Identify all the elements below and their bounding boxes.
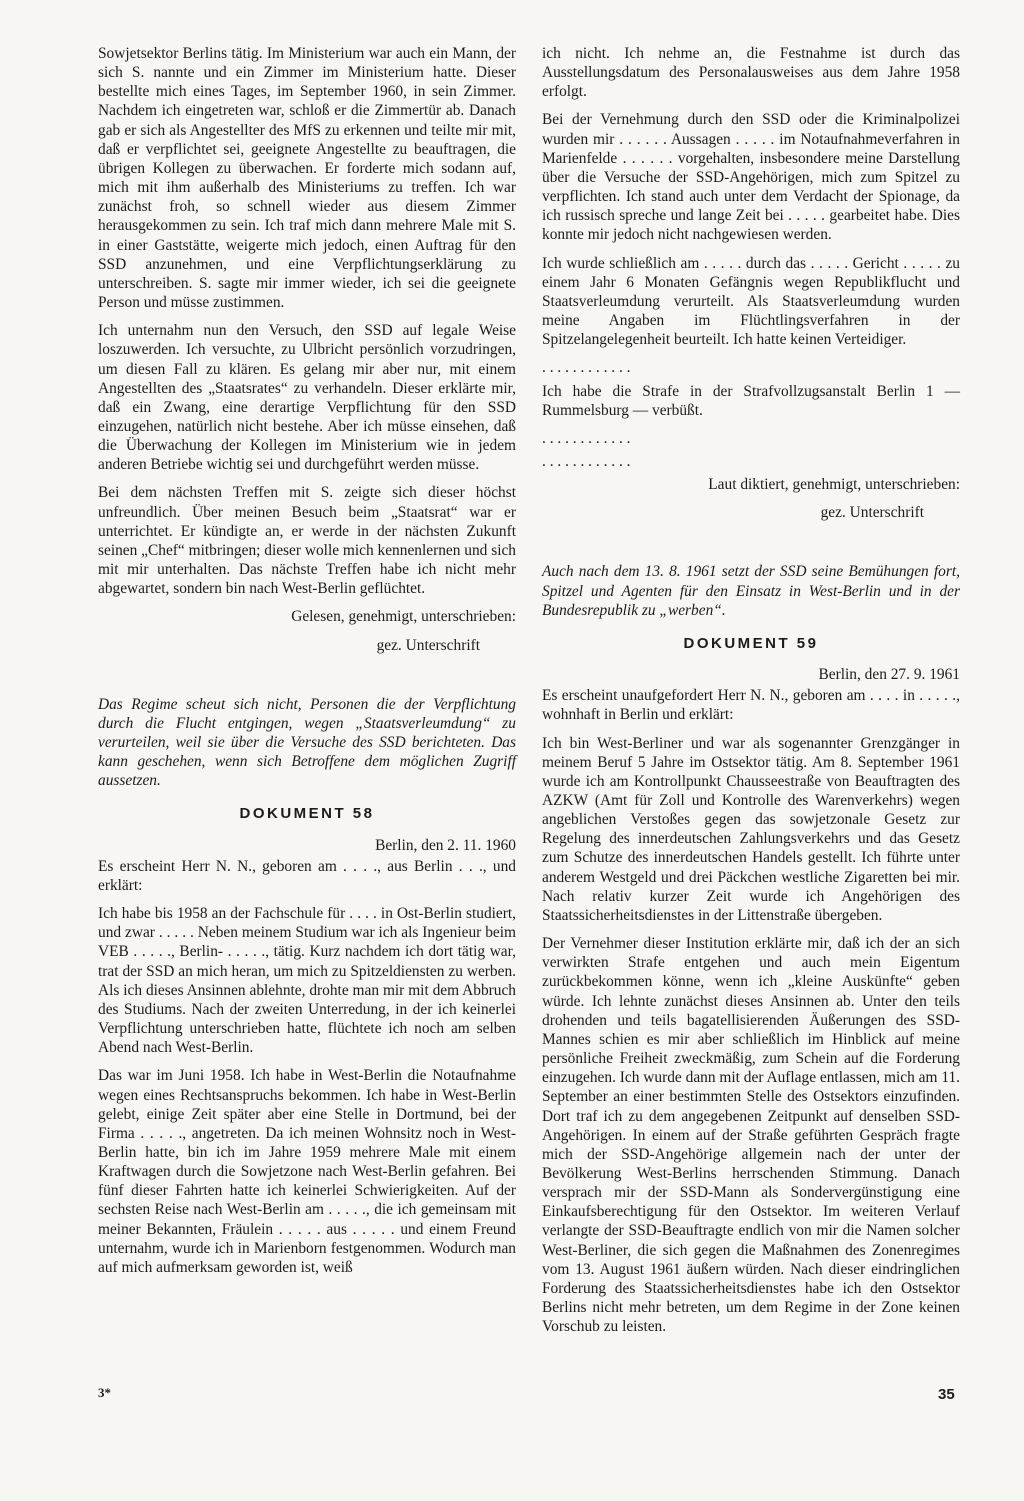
paragraph: Bei dem nächsten Treffen mit S. zeigte sich dieser höchst unfreundlich. Über meinen Besuch beim „Staatsrat“ war er unterrichtet. Er kündigte an, er werde in der nächsten Zukunft seinen „Chef“ mitbringen; dieser wolle mich kennenlernen und sich mit mir unterhalten. Das nächste Treffen habe ich nicht mehr abgewartet, sondern bin nach West-Berlin geflüchtet. (98, 484, 516, 598)
paragraph: Ich habe bis 1958 an der Fachschule für . . . . in Ost-Berlin studiert, und zwar . . . . . Neben meinem Studium war ich als Ingenieur beim VEB . . . . ., Berlin- . . . . ., tätig. Kurz nachdem ich dort tätig war, trat der SSD an mich heran, um mich zu Spitzeldiensten zu werben. Als ich dieses Ansinnen ablehnte, drohte man mir mit dem Abbruch des Studiums. Nach der zweiten Unterredung, in der ich keinerlei Verpflichtung unterschrieben hatte, flüchtete ich noch am selben Abend nach West-Berlin. (98, 905, 516, 1057)
editorial-note: Auch nach dem 13. 8. 1961 setzt der SSD seine Bemühungen fort, Spitzel und Agenten für den Einsatz in West-Berlin und in der Bundesrepublik zu „werben“. (542, 563, 960, 619)
signature-name: gez. Unterschrift (820, 504, 924, 522)
ellipsis-line: . . . . . . . . . . . . (542, 452, 631, 470)
signature-name: gez. Unterschrift (376, 636, 480, 654)
ellipsis-line: . . . . . . . . . . . . (542, 359, 631, 377)
document-heading: DOKUMENT 59 (683, 634, 819, 652)
document-date: Berlin, den 27. 9. 1961 (818, 666, 960, 684)
signature-mark: 3* (98, 1385, 111, 1400)
paragraph: Es erscheint unaufgefordert Herr N. N., geboren am . . . . in . . . . ., wohnhaft in Berlin und erklärt: (542, 687, 960, 724)
paragraph: Ich wurde schließlich am . . . . . durch das . . . . . Gericht . . . . . zu einem Jahr 6 Monaten Gefängnis wegen Republikflucht und Staatsverleumdung verurteilt. Als Staatsverleumdung wurden meine Angaben im Flüchtlingsverfahren in der Spitzelangelegenheit beurteilt. Ich hatte keinen Verteidiger. (542, 254, 960, 349)
paragraph: Ich bin West-Berliner und war als sogenannter Grenzgänger in meinem Beruf 5 Jahre im Ostsektor tätig. Am 8. September 1961 wurde ich am Kontrollpunkt Chausseestraße von Beauftragten des AZKW (Amt für Zoll und Kontrolle des Warenverkehrs) wegen angeblichen Verstoßes gegen das sowjetzonale Gesetz zur Regelung des innerdeutschen Zahlungsverkehrs und das Gesetz zum Schutze des innerdeutschen Handels gestellt. Ich führte unter anderem Westgeld und drei Päckchen westliche Zigaretten bei mir. Nach relativ kurzer Zeit wurde ich Angehörigen des Staatssicherheitsdienstes in der Littenstraße übergeben. (542, 734, 960, 924)
paragraph: Der Vernehmer dieser Institution erklärte mir, daß ich der an sich verwirkten Strafe entgehen und auch mein Eigentum zurückbekommen könne, wenn ich „kleine Auskünfte“ geben würde. Ich lehnte zunächst dieses Ansinnen ab. Unter den teils drohenden und teils bagatellisierenden Äußerungen des SSD-Mannes schien es mir aber schließlich im Hinblick auf meine persönliche Freiheit zweckmäßig, zum Schein auf die Forderung einzugehen. Ich wurde dann mit der Auflage entlassen, mich am 11. September an einer bestimmten Stelle des Ostsektors einzufinden. Dort traf ich zu dem angegebenen Zeitpunkt auf denselben SSD-Angehörigen. In einem auf der Straße geführten Gespräch fragte mich der SSD-Angehörige allgemein nach der unter der Bevölkerung West-Berlins herrschenden Stimmung. Danach versprach mir der SSD-Mann als Sondervergünstigung eine Einkaufsberechtigung für den Ostsektor. Im weiteren Verlauf verlangte der SSD-Beauftragte endlich von mir die Namen solcher West-Berliner, die sich gegen die Maßnahmen des Zonenregimes vom 13. August 1961 äußern würden. Nach dieser eindringlichen Forderung des Staatssicherheitsdienstes habe ich den Ostsektor Berlins nicht mehr betreten, um dem Regime in der Zone keinen Vorschub zu leisten. (542, 935, 960, 1336)
paragraph: ich nicht. Ich nehme an, die Festnahme ist durch das Ausstellungsdatum des Personalausweises aus dem Jahre 1958 erfolgt. (542, 45, 960, 101)
editorial-note: Das Regime scheut sich nicht, Personen die der Verpflichtung durch die Flucht entgingen, wegen „Staatsverleumdung“ zu verurteilen, weil sie über die Versuche des SSD berichteten. Das kann geschehen, wenn sich Betroffene dem möglichen Zugriff aussetzen. (98, 695, 516, 790)
left-column (98, 44, 516, 1286)
paragraph: Ich unternahm nun den Versuch, den SSD auf legale Weise loszuwerden. Ich versuchte, zu Ulbricht persönlich vorzudringen, um diesen Fall zu klären. Es gelang mir aber nur, mit einem Angestellten des „Staatsrates“ zu verhandeln. Dieser erklärte mir, daß ein Zwang, eine derartige Verpflichtung für den SSD einzugehen, natürlich nicht bestehe. Aber ich müsse einsehen, daß die Überwachung der Kollegen im Ministerium wie in jedem anderen Betriebe wichtig sei und durchgeführt werden müsse. (98, 322, 516, 474)
page-number: 35 (938, 1386, 955, 1403)
paragraph: Es erscheint Herr N. N., geboren am . . . ., aus Berlin . . ., und erklärt: (98, 857, 516, 894)
right-column (542, 44, 960, 1345)
signature-line: Gelesen, genehmigt, unterschrieben: (291, 608, 516, 626)
paragraph: Ich habe die Strafe in der Strafvollzugsanstalt Berlin 1 —Rummelsburg — verbüßt. (542, 382, 960, 419)
document-heading: DOKUMENT 58 (239, 805, 375, 823)
paragraph: Das war im Juni 1958. Ich habe in West-Berlin die Notaufnahme wegen eines Rechtsanspruchs bekommen. Ich habe in West-Berlin gelebt, einige Zeit später aber eine Stelle in Dortmund, bei der Firma . . . . ., angetreten. Da ich meinen Wohnsitz noch in West-Berlin hatte, bin ich im Jahre 1959 mehrere Male mit einem Kraftwagen durch die Sowjetzone nach West-Berlin gefahren. Bei fünf dieser Fahrten hatte ich keinerlei Schwierigkeiten. Auf der sechsten Reise nach West-Berlin am . . . . ., die ich gemeinsam mit meiner Bekannten, Fräulein . . . . . aus . . . . . und einem Freund unternahm, wurde ich in Marienborn festgenommen. Wodurch man auf mich aufmerksam geworden ist, weiß (98, 1067, 516, 1276)
paragraph: Bei der Vernehmung durch den SSD oder die Kriminalpolizei wurden mir . . . . . . Aussagen . . . . . im Notaufnahmeverfahren in Marienfelde . . . . . . vorgehalten, insbesondere meine Darstellung über die Versuche der SSD-Angehörigen, mich zum Spitzel zu verpflichten. Ich stand auch unter dem Verdacht der Spionage, da ich russisch spreche und lange Zeit bei . . . . . gearbeitet habe. Dies konnte mir jedoch nicht nachgewiesen werden. (542, 111, 960, 244)
signature-line: Laut diktiert, genehmigt, unterschrieben: (708, 476, 960, 494)
paragraph: Sowjetsektor Berlins tätig. Im Ministerium war auch ein Mann, der sich S. nannte und ein Zimmer im Ministerium hatte. Dieser bestellte mich eines Tages, im September 1960, in sein Zimmer. Nachdem ich eingetreten war, schloß er die Zimmertür ab. Danach gab er sich als Angestellter des MfS zu erkennen und teilte mir mit, daß er verpflichtet sei, geeignete Angestellte zu beauftragen, die übrigen Kollegen zu überwachen. Er forderte mich sodann auf, mich mit ihm außerhalb des Ministeriums zu treffen. Ich war zunächst froh, so schnell wieder aus diesem Zimmer herausgekommen zu sein. Ich traf mich dann mehrere Male mit S. in einer Gaststätte, weigerte mich jedoch, einen Auftrag für den SSD anzunehmen, und eine Verpflichtungserklärung zu unterschreiben. S. sagte mir immer wieder, ich sei die geeignete Person und müsse zustimmen. (98, 45, 516, 312)
ellipsis-line: . . . . . . . . . . . . (542, 429, 631, 447)
document-date: Berlin, den 2. 11. 1960 (375, 836, 516, 854)
